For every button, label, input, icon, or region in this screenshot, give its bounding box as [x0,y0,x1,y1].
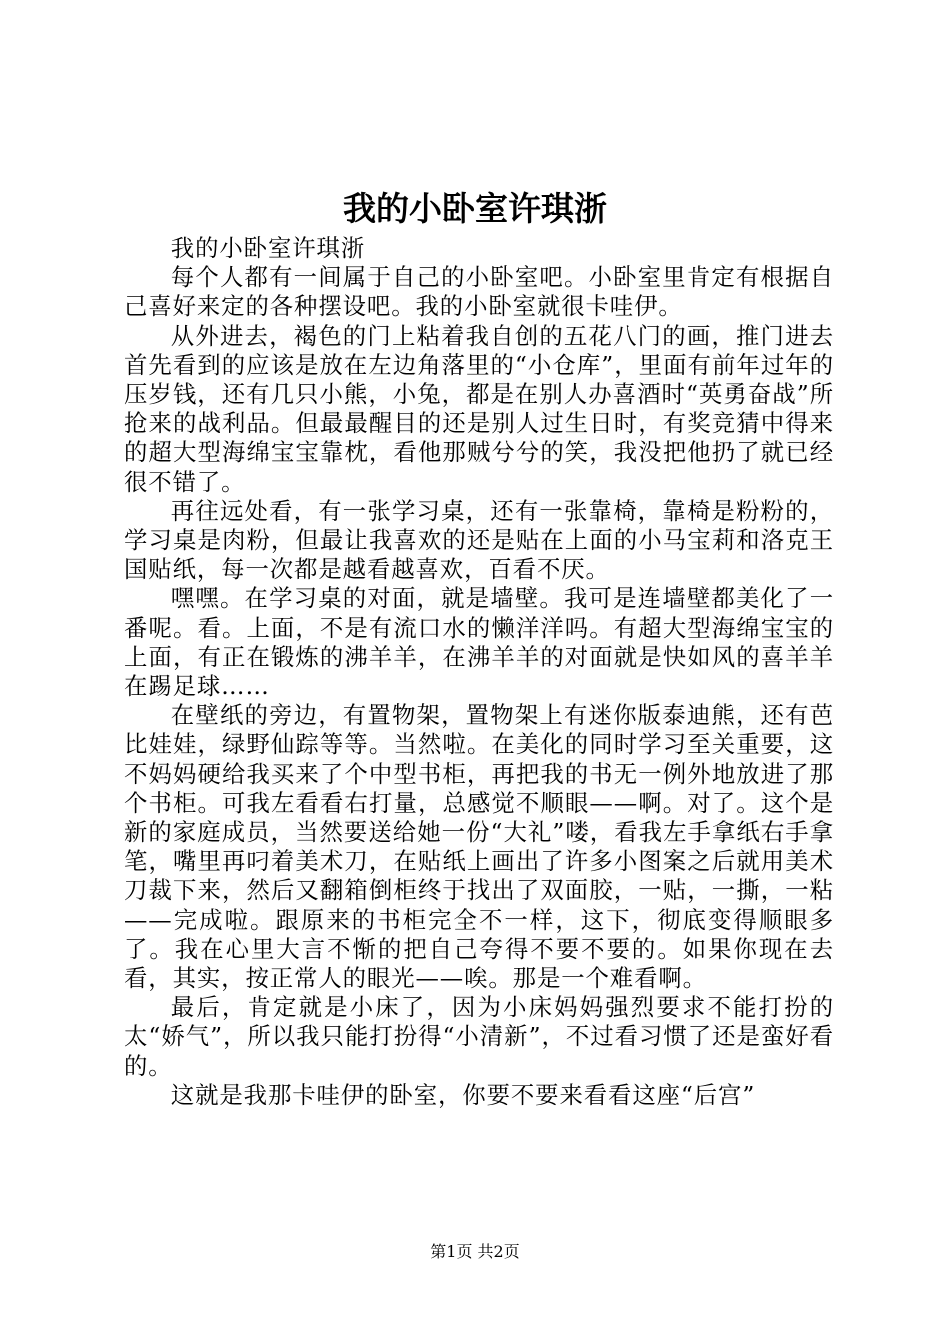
document-body [124,234,834,1110]
paragraph: 每个人都有一间属于自己的小卧室吧。小卧室里肯定有根据自己喜好来定的各种摆设吧。我的小卧室就很卡哇伊。 [124,263,834,321]
paragraph: 从外进去，褐色的门上粘着我自创的五花八门的画，推门进去首先看到的应该是放在左边角落里的“小仓库”，里面有前年过年的压岁钱，还有几只小熊，小兔，都是在别人办喜酒时“英勇奋战”所抢来的战利品。但最最醒目的还是别人过生日时，有奖竞猜中得来的超大型海绵宝宝靠枕，看他那贼兮兮的笑，我没把他扔了就已经很不错了。 [124,321,834,496]
paragraph: 我的小卧室许琪浙 [170,234,366,262]
paragraph: 最后，肯定就是小床了，因为小床妈妈强烈要求不能打扮的太“娇气”，所以我只能打扮得“小清新”，不过看习惯了还是蛮好看的。 [124,993,834,1080]
paragraph: 再往远处看，有一张学习桌，还有一张靠椅，靠椅是粉粉的，学习桌是肉粉，但最让我喜欢的还是贴在上面的小马宝莉和洛克王国贴纸，每一次都是越看越喜欢，百看不厌。 [124,496,834,584]
paragraph: 嘿嘿。在学习桌的对面，就是墙壁。我可是连墙壁都美化了一番呢。看。上面，不是有流口水的懒洋洋吗。有超大型海绵宝宝的上面，有正在锻炼的沸羊羊，在沸羊羊的对面就是快如风的喜羊羊在踢足球…… [124,584,834,701]
document-title: 我的小卧室许琪浙 [343,189,607,228]
page-footer: 第1页 共2页 [430,1242,520,1261]
paragraph: 在壁纸的旁边，有置物架，置物架上有迷你版泰迪熊，还有芭比娃娃，绿野仙踪等等。当然啦。在美化的同时学习至关重要，这不妈妈硬给我买来了个中型书柜，再把我的书无一例外地放进了那个书柜。可我左看看右打量，总感觉不顺眼——啊。对了。这个是新的家庭成员，当然要送给她一份“大礼”喽，看我左手拿纸右手拿笔，嘴里再叼着美术刀，在贴纸上画出了许多小图案之后就用美术刀裁下来，然后又翻箱倒柜终于找出了双面胶，一贴，一撕，一粘——完成啦。跟原来的书柜完全不一样，这下，彻底变得顺眼多了。我在心里大言不惭的把自己夸得不要不要的。如果你现在去看，其实，按正常人的眼光——唉。那是一个难看啊。 [124,701,834,993]
paragraph: 这就是我那卡哇伊的卧室，你要不要来看看这座“后宫” [170,1080,756,1109]
